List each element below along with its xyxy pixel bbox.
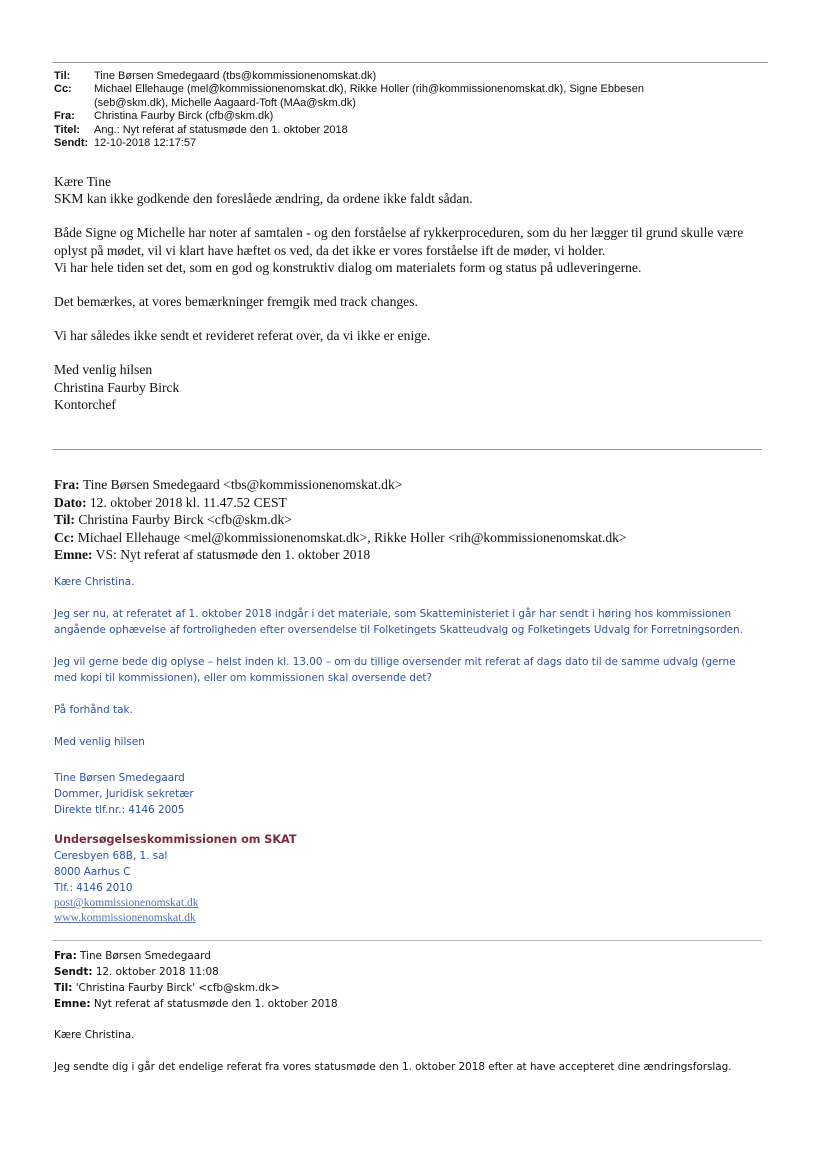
email1-header-to <box>54 70 694 83</box>
body-paragraph: Jeg sendte dig i går det endelige referat fra vores statusmøde den 1. oktober 2018 efter at have accepteret dine ændringsforslag. <box>54 1061 732 1073</box>
org-email-link[interactable]: post@kommissionenomskat.dk <box>54 897 199 909</box>
header-label: Til: <box>54 512 75 527</box>
email1-header-title <box>54 124 694 137</box>
org-web-link[interactable]: www.kommissionenomskat.dk <box>54 912 196 924</box>
header-value: Tine Børsen Smedegaard <box>80 950 211 962</box>
greeting: Kære Christina. <box>54 576 135 588</box>
email3-header-sent <box>54 964 774 980</box>
email3-header-subject <box>54 996 774 1012</box>
header-value: 'Christina Faurby Birck' <cfb@skm.dk> <box>75 982 280 994</box>
email1-header <box>54 70 694 150</box>
org-address: Ceresbyen 68B, 1. sal <box>54 850 168 862</box>
greeting: Kære Tine <box>54 174 112 189</box>
header-label: Til: <box>54 982 73 994</box>
email3-header <box>54 948 774 1012</box>
header-value: Michael Ellehauge (mel@kommissionenomskat.dk), Rikke Holler (rih@kommissionenomskat.dk), Signe Ebbesen (seb@skm.dk), Michelle Aagaard-Toft (MAa@skm.dk) <box>94 83 644 109</box>
email2-header <box>54 476 774 564</box>
org-city: 8000 Aarhus C <box>54 866 131 878</box>
email2-header-subject <box>54 546 774 564</box>
email2-org-block <box>54 832 774 926</box>
email3-header-to <box>54 980 774 996</box>
sender-name: Christina Faurby Birck <box>54 379 180 395</box>
header-value: VS: Nyt referat af statusmøde den 1. oktober 2018 <box>95 547 371 562</box>
header-label: Cc: <box>54 529 75 545</box>
email1-header-from <box>54 110 694 123</box>
email2-header-from <box>54 476 774 494</box>
body-paragraph: Vi har hele tiden set det, som en god og konstruktiv dialog om materialets form og status på udleveringerne. <box>54 259 642 275</box>
email2-header-date <box>54 494 774 512</box>
header-value: Michael Ellehauge <mel@kommissionenomskat.dk>, Rikke Holler <rih@kommissionenomskat.dk> <box>77 529 627 545</box>
email2-body <box>54 574 754 750</box>
header-label: Til: <box>54 70 71 82</box>
signature-name: Tine Børsen Smedegaard <box>54 772 185 784</box>
body-line: SKM kan ikke godkende den foreslåede ændring, da ordene ikke faldt sådan. <box>54 191 473 207</box>
sender-title: Kontorchef <box>54 396 116 412</box>
header-value: Ang.: Nyt referat af statusmøde den 1. oktober 2018 <box>94 123 348 136</box>
header-label: Fra: <box>54 110 75 123</box>
header-label: Fra: <box>54 950 77 962</box>
email1-header-cc <box>54 83 694 110</box>
header-label: Emne: <box>54 998 91 1010</box>
header-value: 12. oktober 2018 kl. 11.47.52 CEST <box>89 494 287 510</box>
separator-top <box>52 62 768 63</box>
header-value: 12-10-2018 12:17:57 <box>94 137 197 150</box>
closing: Med venlig hilsen <box>54 362 153 378</box>
email3-body <box>54 1027 774 1075</box>
header-label: Fra: <box>54 477 80 492</box>
email2-header-to <box>54 511 774 529</box>
header-label: Titel: <box>54 123 81 136</box>
header-value: Christina Faurby Birck (cfb@skm.dk) <box>94 110 274 123</box>
body-paragraph: Det bemærkes, at vores bemærkninger fremgik med track changes. <box>54 294 418 310</box>
header-value: Nyt referat af statusmøde den 1. oktober 2018 <box>93 998 338 1010</box>
greeting: Kære Christina. <box>54 1029 135 1041</box>
org-name: Undersøgelseskommissionen om SKAT <box>54 833 297 846</box>
org-phone: Tlf.: 4146 2010 <box>54 882 133 894</box>
closing: Med venlig hilsen <box>54 736 145 748</box>
body-paragraph: Jeg vil gerne bede dig oplyse – helst inden kl. 13.00 – om du tillige oversender mit referat af dags dato til de samme udvalg (gerne med kopi til kommissionen), eller om kommissionen skal oversende det? <box>54 656 736 684</box>
header-value: Christina Faurby Birck <cfb@skm.dk> <box>78 512 292 527</box>
email3-header-from <box>54 948 774 964</box>
thanks: På forhånd tak. <box>54 704 133 716</box>
header-label: Sendt: <box>54 137 89 150</box>
header-value: 12. oktober 2018 11:08 <box>95 966 219 978</box>
header-label: Emne: <box>54 547 93 562</box>
signature-phone: Direkte tlf.nr.: 4146 2005 <box>54 804 185 816</box>
header-label: Sendt: <box>54 966 93 978</box>
body-paragraph: Jeg ser nu, at referatet af 1. oktober 2018 indgår i det materiale, som Skatteministeriet i går har sendt i høring hos kommissionen angående ophævelse af fortroligheden efter oversendelse til Folketingets Skatteudvalg og Folketingets Udvalg for Forretningsorden. <box>54 608 743 636</box>
email2-signature <box>54 770 774 818</box>
header-value: Tine Børsen Smedegaard <tbs@kommissionenomskat.dk> <box>82 477 403 492</box>
header-label: Cc: <box>54 83 72 96</box>
body-paragraph: Vi har således ikke sendt et revideret referat over, da vi ikke er enige. <box>54 328 431 344</box>
header-label: Dato: <box>54 494 87 510</box>
email1-body <box>54 173 774 413</box>
body-paragraph: Både Signe og Michelle har noter af samtalen - og den forståelse af rykkerproceduren, som du her lægger til grund skulle være oplyst på mødet, vil vi klart have hæftet os ved, da det ikke er vores forståelse ift de møder, vi holder. <box>54 225 744 258</box>
signature-role: Dommer, Juridisk sekretær <box>54 788 194 800</box>
email1-header-sent <box>54 137 694 150</box>
separator-middle <box>52 449 762 450</box>
email2-header-cc <box>54 529 774 547</box>
header-value: Tine Børsen Smedegaard (tbs@kommissionenomskat.dk) <box>94 70 377 82</box>
separator-bottom <box>52 940 762 941</box>
